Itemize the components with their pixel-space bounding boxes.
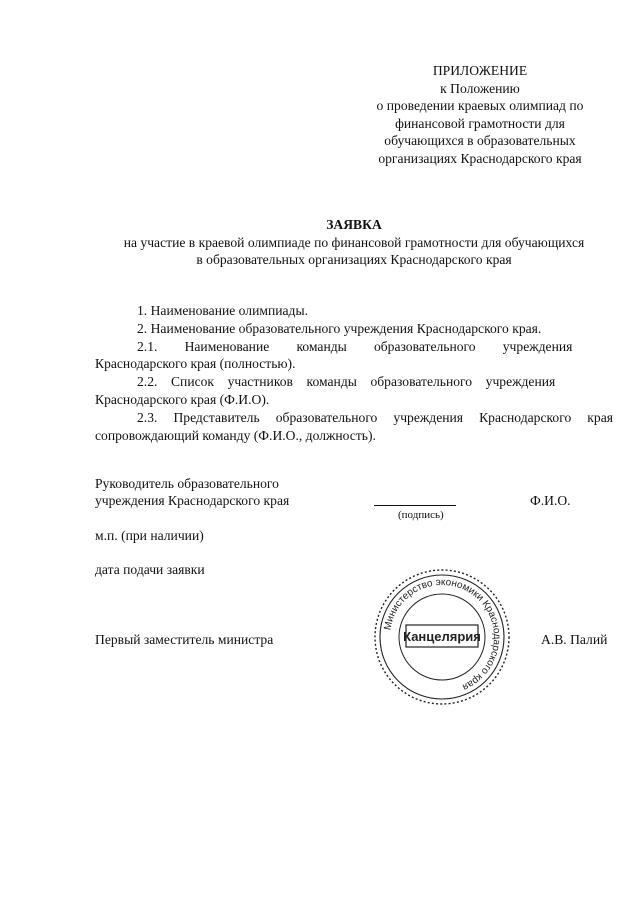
seal-note: м.п. (при наличии) [95,528,204,543]
appendix-line: финансовой грамотности для [395,115,565,131]
office-stamp [372,567,512,707]
head-title-line1: Руководитель образовательного [95,476,279,491]
appendix-line: ПРИЛОЖЕНИЕ [432,63,528,78]
title-line: на участие в краевой олимпиаде по финансовой грамотности для обучающихся [123,234,585,250]
deputy-name: А.В. Палий [541,632,608,647]
stamp-ring-text: Министерство экономики Краснодарского края [382,576,503,693]
stamp-center-text: Канцелярия [403,629,481,644]
title-heading: ЗАЯВКА [326,217,382,232]
item-1: 1. Наименование олимпиады. [137,303,308,318]
item-2: 2. Наименование образовательного учреждения Краснодарского края. [137,320,542,336]
appendix-line: к Положению [440,80,520,96]
fio-label: Ф.И.О. [530,493,571,508]
item-2-1-line1: 2.1. Наименование команды образовательного учреждения [137,338,573,354]
item-2-2-line2: Краснодарского края (Ф.И.О). [95,391,270,407]
head-title-line2: учреждения Краснодарского края [95,493,290,508]
appendix-line: организациях Краснодарского края [378,150,582,166]
items-list [95,302,613,444]
deputy-title: Первый заместитель министра [95,632,274,647]
document-title [60,216,640,269]
item-2-1-line2: Краснодарского края (полностью). [95,356,296,372]
signature-line [374,505,456,506]
signature-caption: (подпись) [398,509,444,521]
item-2-2-line1: 2.2. Список участников команды образовательного учреждения [137,374,556,390]
appendix-line: обучающихся в образовательных [384,133,576,149]
appendix-line: о проведении краевых олимпиад по [376,98,584,114]
appendix-header [330,62,630,168]
item-2-3: 2.3. Представитель образовательного учреждения Краснодарского края сопровождающий команду (Ф.И.О., должность). [95,409,613,443]
submission-date-label: дата подачи заявки [95,562,205,577]
title-line: в образовательных организациях Краснодарского края [196,252,512,267]
